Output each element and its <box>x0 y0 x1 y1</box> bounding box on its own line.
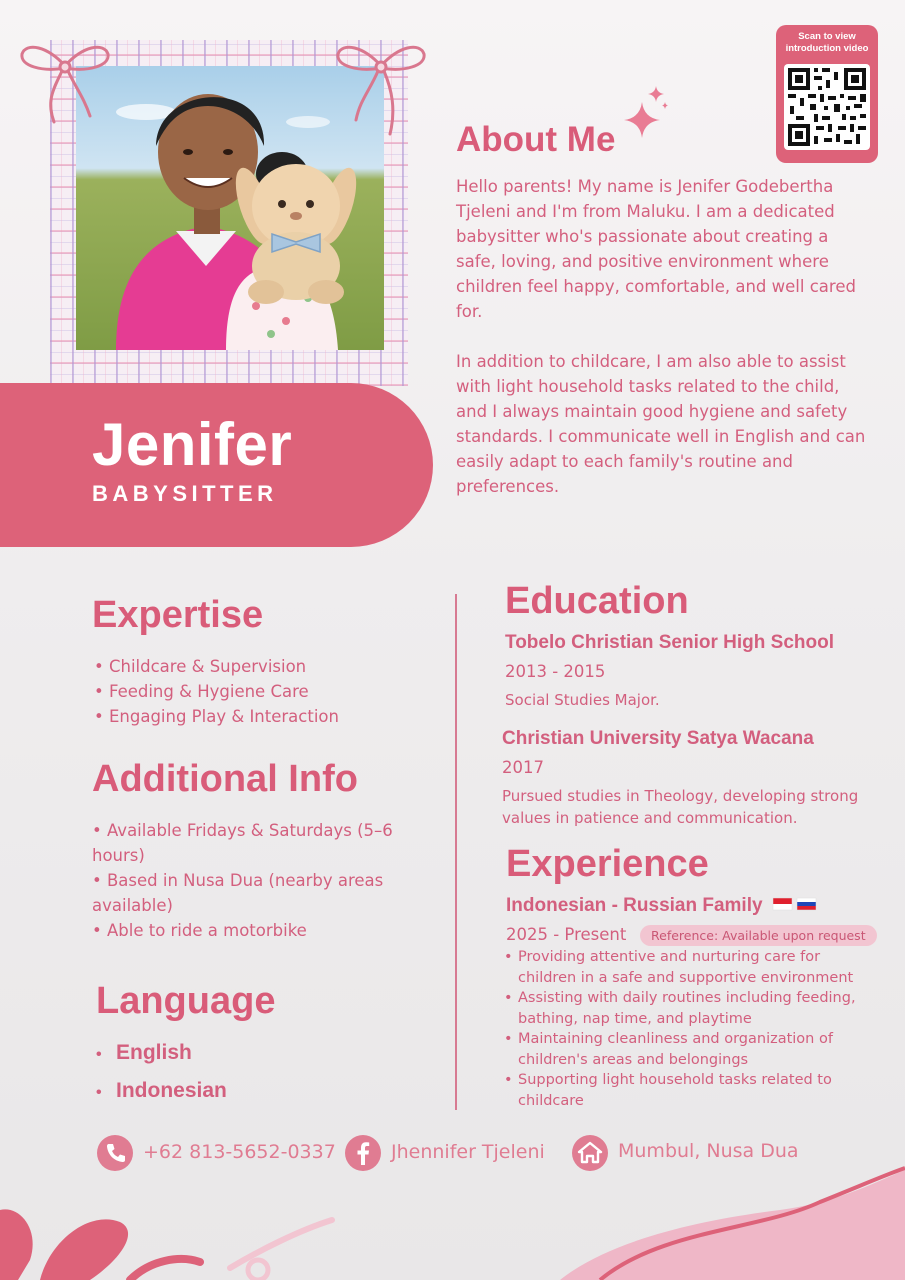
sparkle-icon <box>620 84 672 142</box>
list-item: • Based in Nusa Dua (nearby areas available) <box>92 871 384 915</box>
experience-title: Experience <box>506 843 709 885</box>
flag-icons <box>772 895 818 913</box>
qr-label: Scan to view introduction video <box>785 31 869 54</box>
list-item: • Feeding & Hygiene Care <box>94 682 309 701</box>
bow-icon <box>18 38 113 128</box>
school-note: Social Studies Major. <box>505 691 660 709</box>
bow-icon <box>334 38 429 138</box>
experience-period: 2025 - Present <box>506 925 627 944</box>
list-item: • Indonesian <box>96 1079 227 1102</box>
school-years: 2013 - 2015 <box>505 662 606 681</box>
school-name: Tobelo Christian Senior High School <box>505 632 834 653</box>
experience-role-label: Indonesian - Russian Family <box>506 895 763 916</box>
education-title: Education <box>505 580 689 622</box>
list-item: • Supporting light household tasks related to childcare <box>502 1070 872 1111</box>
about-paragraph: In addition to childcare, I am also able to assist with light household tasks related to the child, and I always maintain good hygiene and safety standards. I communicate well in English and can easily adapt to each family's routine and preferences. <box>456 352 866 496</box>
list-item: • English <box>96 1041 192 1064</box>
list-item: • Providing attentive and nurturing care for children in a safe and supportive environment <box>502 947 872 988</box>
reference-badge: Reference: Available upon request <box>640 925 877 946</box>
bottom-decoration <box>0 1150 905 1280</box>
list-item: • Maintaining cleanliness and organization of children's areas and belongings <box>502 1029 872 1070</box>
phone-number[interactable]: +62 813-5652-0337 <box>143 1141 336 1163</box>
address: Mumbul, Nusa Dua <box>618 1140 799 1162</box>
list-item: • Able to ride a motorbike <box>92 921 307 940</box>
language-list <box>96 1041 396 1117</box>
list-item: • Available Fridays & Saturdays (5–6 hours) <box>92 821 393 865</box>
experience-duties <box>502 947 872 1111</box>
school-note: Pursued studies in Theology, developing strong values in patience and communication. <box>502 787 859 827</box>
about-title: About Me <box>456 120 616 159</box>
additional-info-list <box>92 818 432 943</box>
expertise-list <box>94 654 424 729</box>
additional-info-title: Additional Info <box>92 758 358 800</box>
school-years: 2017 <box>502 758 544 777</box>
school-name: Christian University Satya Wacana <box>502 728 814 749</box>
list-item: • Assisting with daily routines including feeding, bathing, nap time, and playtime <box>502 988 872 1029</box>
qr-code-graphic <box>784 64 870 150</box>
candidate-role: BABYSITTER <box>92 481 278 506</box>
column-divider <box>455 594 457 1110</box>
facebook-name[interactable]: Jhennifer Tjeleni <box>391 1141 545 1163</box>
language-name: English <box>116 1041 192 1064</box>
expertise-title: Expertise <box>92 594 264 636</box>
experience-role <box>506 895 818 917</box>
list-item: • Childcare & Supervision <box>94 657 307 676</box>
about-paragraph: Hello parents! My name is Jenifer Godebertha Tjeleni and I'm from Maluku. I am a dedicated babysitter who's passionate about creating a safe, loving, and positive environment where children feel happy, comfortable, and well cared for. <box>456 177 856 321</box>
about-text <box>456 174 866 524</box>
qr-code[interactable] <box>784 64 870 150</box>
language-name: Indonesian <box>116 1079 227 1102</box>
list-item: • Engaging Play & Interaction <box>94 707 339 726</box>
language-title: Language <box>96 980 276 1022</box>
candidate-name: Jenifer <box>92 411 293 478</box>
